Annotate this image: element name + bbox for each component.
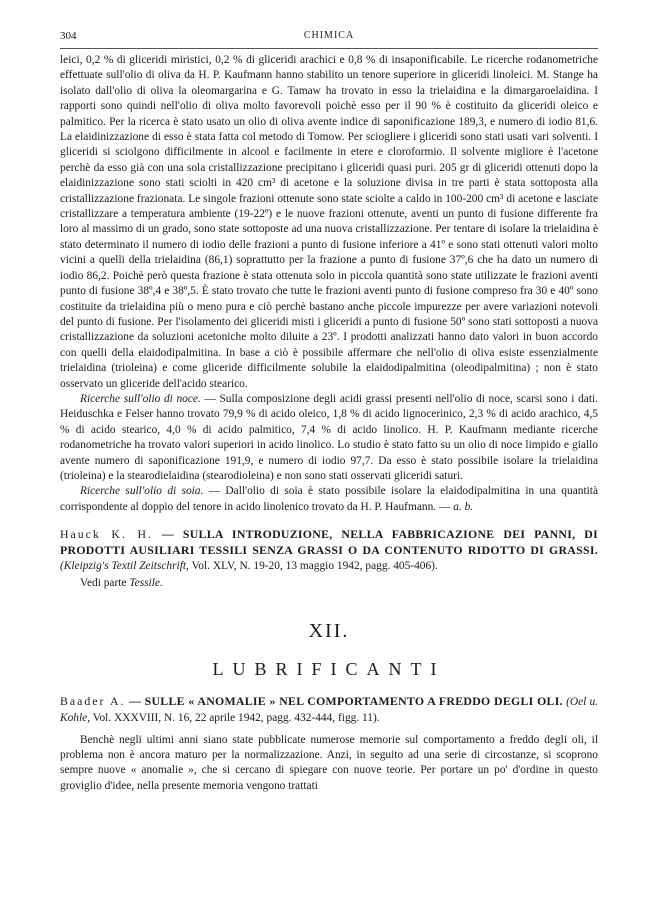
paragraph-cold-behaviour: Benchè negli ultimi anni siano state pubblicate numerose memorie sul comportamento a freddo degli oli, il problema non è ancora maturo per la normalizzazione. Anzi, in seguito ad una serie di circostanze, si scoprono sempre nuove « anomalie », che si cercano di spiegare con nuove teorie. Per portare un po' d'ordine in questo groviglio d'idee, nella presente memoria vengono trattati (60, 733, 598, 792)
paragraph-body: — Sulla composizione degli acidi grassi presenti nell'olio di noce, scarsi sono i dati. Heiduschka e Felser hanno trovato 79,9 % di acido oleico, 1,8 % di acido lignocerinico, 2,3 % di acido arachico, 4,5 % di acido stearico, 4,0 % di acido palmitico, 7,4 % di acido linolico. H. P. Kaufmann mediante ricerche rodanometriche ha trovato valori superiori in acido linolico. Lo studio è stato fatto su un olio di noce limpido e giallo avente numero di saponificazione 191,9, e numero di iodio 97,7. Da esso è stato possibile isolare la trielaidina (trioleina) e la stearodielaidina (stearodioleina) e non sono stati osservati gliceridi saturi. (60, 392, 598, 482)
paragraph-olive-oil: leici, 0,2 % di gliceridi miristici, 0,2 % di gliceridi arachici e 0,8 % di insaponificabile. Le ricerche rodanometriche effettuate sull'olio di oliva da H. P. Kaufmann hanno stabilito un tenore superiore in gliceridi linoleici. M. Stange ha isolato dall'olio di oliva la oleomargarina e G. Tamaw ha trovato in esso la trielaidina e la dimargaroelaidina. I rapporti sono quindi nell'olio di oliva molto favorevoli poichè esso per il 90 % è costituito da gliceridi oleico e palmitico. Per la ricerca è stato usato un olio di oliva avente indice di saponificazione 189,3, e numero di iodio 81,6. La elaidinizzazione di esso è stata fatta col metodo di Tomow. Per sciogliere i gliceridi sono stati usati vari solventi. I gliceridi si sciolgono difficilmente in alcool e facilmente in etere e cloroformio. Il solvente migliore è l'acetone perchè da esso già con una sola cristallizzazione precipitano i gliceridi quasi puri. 205 gr di gliceridi ottenuti dopo la elaidinizzazione sono stati sciolti in 420 cm³ di acetone e la soluzione divisa in tre parti è stata sottoposta alla cristallizzazione frazionata. Le singole frazioni ottenute sono state sciolte a caldo in 100-200 cm³ di acetone e lasciate cristallizzare a temperatura ambiente (19-22º) e le nuove frazioni ottenute, aventi un punto di fusione differente fra loro al massimo di un grado, sono state sottoposte ad una nuova cristallizzazione. Per tentare di isolare la trielaidina è stato determinato il numero di iodio delle frazioni a punto di fusione inferiore a 41º e sono stati ottenuti valori molto vicini a quelli della trielaidina (86,1) soprattutto per la frazione a punto di fusione 37º,6 che ha dato un numero di iodio 86,2. Poichè però questa frazione è stata ottenuta solo in piccola quantità sono state utilizzate le frazioni aventi punto di fusione 38º,4 e 38º,5. È stato trovato che tutte le frazioni aventi punto di fusione compreso fra 30 e 40º sono costituite da trielaidina più o meno pura e ciò perchè bastano anche piccole impurezze per avere variazioni notevoli del punto di fusione. Per l'isolamento dei gliceridi misti i gliceridi a punto di fusione 50º sono stati sottoposti a nuova cristallizzazione da soluzioni acetoniche molto diluite a 23º. I prodotti analizzati hanno dato valori in buon accordo con quelli della elaidodipalmitina. In base a ciò è possibile affermare che nell'olio di oliva esiste essenzialmente trielaidina (trioleina) e come gliceride difficilmente solubile la elaidodipalmitina (oleodipalmitina) ; non è stato osservato un gliceride dell'acido stearico. (60, 54, 598, 390)
paragraph-soy-oil (60, 484, 598, 515)
see-also-section: Tessile. (129, 577, 163, 590)
entry-title: — SULLA INTRODUZIONE, NELLA FABBRICAZIONE DEI PANNI, DI PRODOTTI AUSILIARI TESSILI SENZA GRASSI O DA CONTENUTO RIDOTTO DI GRASSI. (60, 527, 598, 557)
paragraph-body: — Dall'olio di soia è stato possibile isolare la elaidodipalmitina in una quantità corrispondente al doppio del tenore in acido linolenico trovato da H. P. Haufmann. — (60, 485, 598, 513)
entry-details: Vol. XLV, N. 19-20, 13 maggio 1942, pagg. 405-406). (188, 560, 438, 572)
chapter-number: XII. (308, 619, 350, 642)
bibliography-entry-hauck (60, 527, 598, 574)
paragraph-lead: Ricerche sull'olio di noce. (80, 392, 201, 405)
header-rule (60, 48, 598, 49)
entry-author: Hauck K. H. (60, 527, 153, 542)
page-number: 304 (60, 30, 77, 42)
bibliography-entry-baader (60, 694, 598, 727)
see-also-note (60, 576, 598, 591)
entry-title: — SULLE « ANOMALIE » NEL COMPORTAMENTO A FREDDO DEGLI OLI. (125, 693, 563, 708)
paragraph-lead: Ricerche sull'olio di soia. (80, 485, 204, 498)
author-signature: a. b. (453, 500, 474, 513)
entry-journal: (Kleipzig's Textil Zeitschrift, (60, 560, 189, 572)
running-title: CHIMICA (303, 30, 355, 41)
entry-author: Baader A. (60, 693, 126, 708)
entry-journal: (Oel u. Kohle, (60, 695, 598, 725)
paragraph-walnut-oil (60, 392, 598, 484)
chapter-title: LUBRIFICANTI (212, 658, 446, 679)
page (60, 30, 598, 794)
page-header (60, 30, 598, 46)
see-also-prefix: Vedi parte (80, 577, 130, 590)
entry-details: Vol. XXXVIII, N. 16, 22 aprile 1942, pagg. 432-444, figg. 11). (90, 712, 380, 725)
